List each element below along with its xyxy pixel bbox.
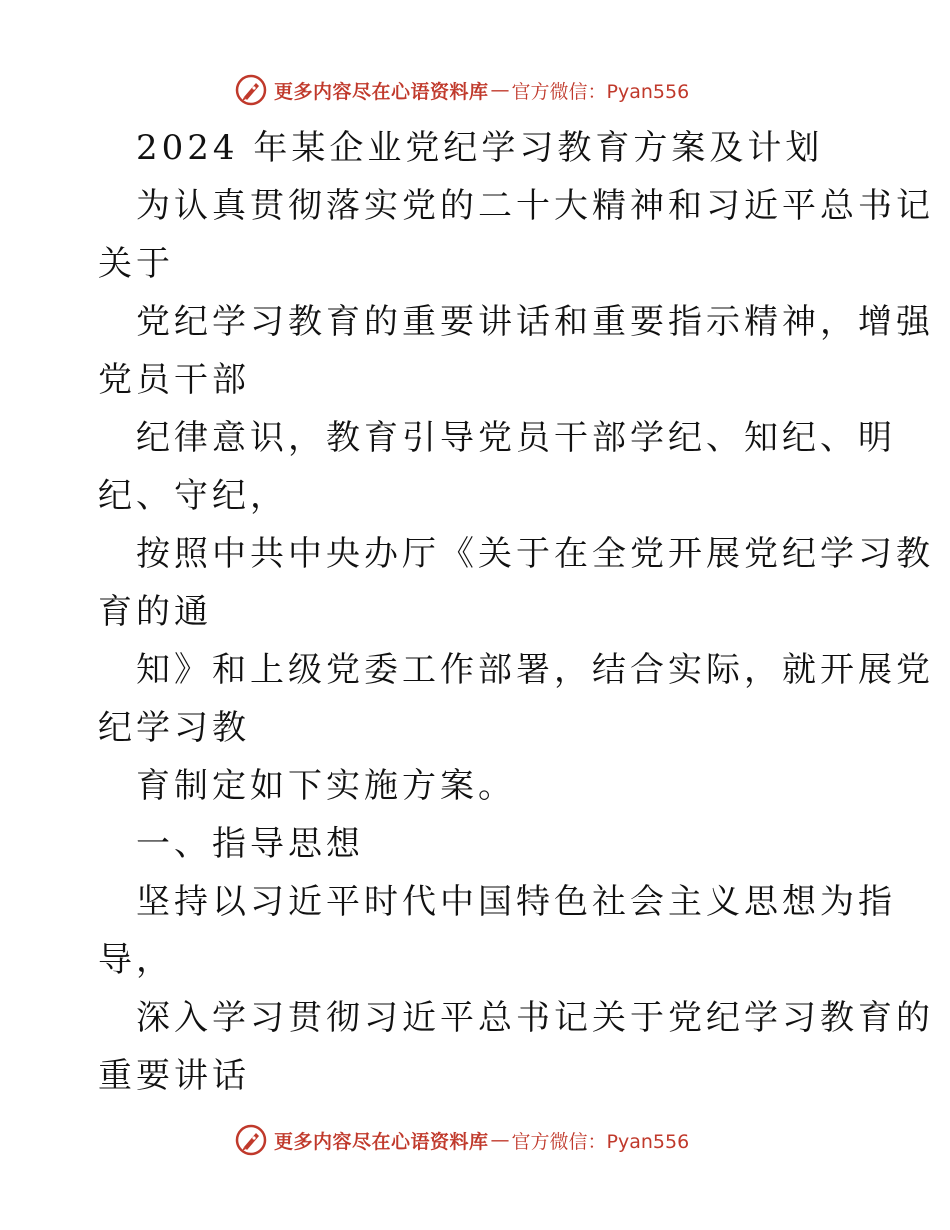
document-line: 一、指导思想 <box>136 824 364 864</box>
document-line: 为认真贯彻落实党的二十大精神和习近平总书记 <box>136 186 934 226</box>
document-line: 育制定如下实施方案。 <box>136 766 516 806</box>
document-line: 纪律意识，教育引导党员干部学纪、知纪、明 <box>136 418 896 458</box>
pen-nib-circle-icon <box>234 73 268 107</box>
document-line: 知》和上级党委工作部署，结合实际，就开展党 <box>136 650 934 690</box>
banner-dash: — <box>490 1129 510 1151</box>
header-banner <box>234 70 714 110</box>
document-line: 纪学习教 <box>98 708 250 748</box>
document-line: 深入学习贯彻习近平总书记关于党纪学习教育的 <box>136 998 934 1038</box>
banner-main-text: 更多内容尽在心语资料库 <box>274 80 489 103</box>
document-line: 导， <box>98 940 174 980</box>
footer-banner <box>234 1120 714 1160</box>
document-line: 党纪学习教育的重要讲话和重要指示精神，增强 <box>136 302 934 342</box>
document-line: 2024 年某企业党纪学习教育方案及计划 <box>136 128 824 168</box>
document-line: 关于 <box>98 244 174 284</box>
banner-wechat-text: 官方微信：Pyan556 <box>511 1130 690 1153</box>
pen-nib-circle-icon <box>234 1123 268 1157</box>
document-line: 重要讲话 <box>98 1056 250 1096</box>
banner-wechat-text: 官方微信：Pyan556 <box>511 80 690 103</box>
banner-main-text: 更多内容尽在心语资料库 <box>274 1130 489 1153</box>
document-line: 按照中共中央办厅《关于在全党开展党纪学习教 <box>136 534 934 574</box>
document-body <box>98 122 934 1108</box>
document-line: 坚持以习近平时代中国特色社会主义思想为指 <box>136 882 896 922</box>
document-line: 纪、守纪， <box>98 476 288 516</box>
document-line: 育的通 <box>98 592 212 632</box>
banner-dash: — <box>490 79 510 101</box>
document-line: 党员干部 <box>98 360 250 400</box>
